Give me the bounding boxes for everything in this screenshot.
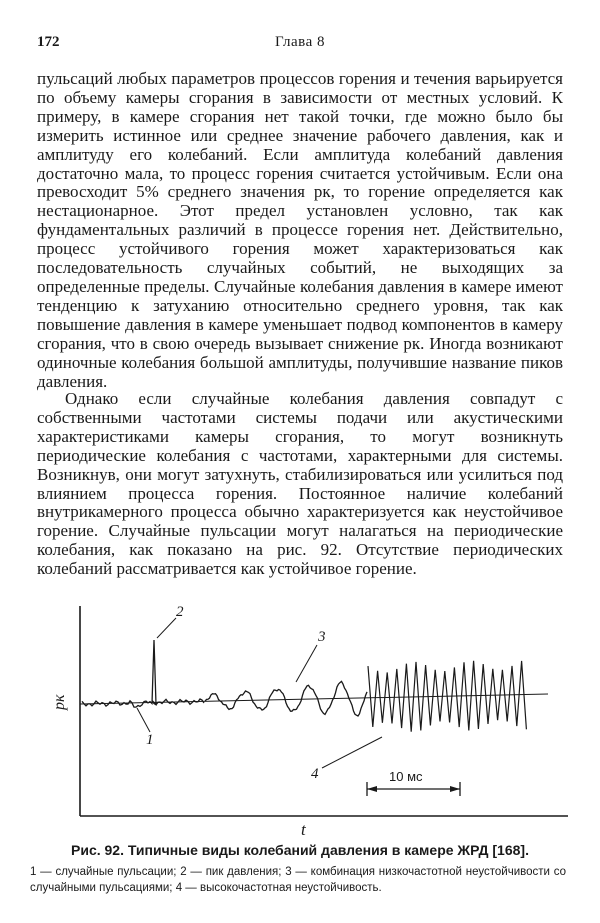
- figure-92: [0, 598, 600, 838]
- figure-caption: Рис. 92. Типичные виды колебаний давления в камере ЖРД [168].: [71, 842, 529, 858]
- leader-line-3: [296, 645, 317, 682]
- paragraph-2: Однако если случайные колебания давления совпадут с собственными частотами системы подачи или акустическими характеристиками камеры сгорания, то могут возникнуть периодические колебания с частотами, характерными для системы. Возникнув, они могут затухнуть, стабилизироваться или усилиться под влиянием процесса горения. Постоянное наличие колебаний внутрикамерного процесса обычно характеризуется как неустойчивое горение. Случайные пульсации могут налагаться на периодические колебания, как показано на рис. 92. Отсутствие периодических колебаний рассматривается как устойчивое горение.: [37, 389, 563, 579]
- page-number: 172: [37, 34, 60, 50]
- trace-random-pulsations: [82, 640, 204, 707]
- curve-label-3: 3: [318, 629, 326, 645]
- y-axis-label: pк: [51, 694, 68, 710]
- curve-label-2: 2: [176, 604, 184, 620]
- leader-line-2: [157, 618, 176, 638]
- page-header: [37, 34, 563, 54]
- leader-line-4: [322, 737, 382, 768]
- scale-arrow-left: [367, 786, 377, 792]
- pressure-oscillation-plot: [0, 598, 600, 838]
- scale-arrow-right: [450, 786, 460, 792]
- curve-label-4: 4: [311, 766, 319, 782]
- scale-label: 10 мс: [389, 769, 423, 784]
- figure-legend: 1 — случайные пульсации; 2 — пик давления; 3 — комбинация низкочастотной неустойчивости со случайными пульсациями; 4 — высокочастотная неустойчивость.: [30, 866, 566, 894]
- curve-label-1: 1: [146, 732, 154, 748]
- leader-line-1: [137, 708, 150, 732]
- x-axis-label: t: [301, 820, 306, 838]
- paragraph-1: пульсаций любых параметров процессов горения и течения варьируется по объему камеры сгорания в зависимости от местных условий. К примеру, в камере сгорания нет такой точки, где можно было бы измерить истинное или среднее значение рабочего давления, как и амплитуду его колебаний. Если амплитуда колебаний давления достаточно мала, то процесс горения считается устойчивым. Если она превосходит 5% среднего значения pк, то горение определяется как нестационарное. Этот предел установлен условно, так как фундаментальных различий в процессе горения нет. Действительно, процесс устойчивого горения может характеризоваться как последовательность случайных событий, не выходящих за определенные пределы. Случайные колебания давления в камере имеют тенденцию к затуханию относительно среднего уровня, так как повышение давления в камере уменьшает подвод компонентов в камеру сгорания, что в свою очередь вызывает снижение pк. Иногда возникают одиночные колебания большой амплитуды, получившие название пиков давления.: [37, 69, 563, 391]
- trace-high-frequency: [368, 661, 526, 732]
- running-head: Глава 8: [275, 34, 325, 50]
